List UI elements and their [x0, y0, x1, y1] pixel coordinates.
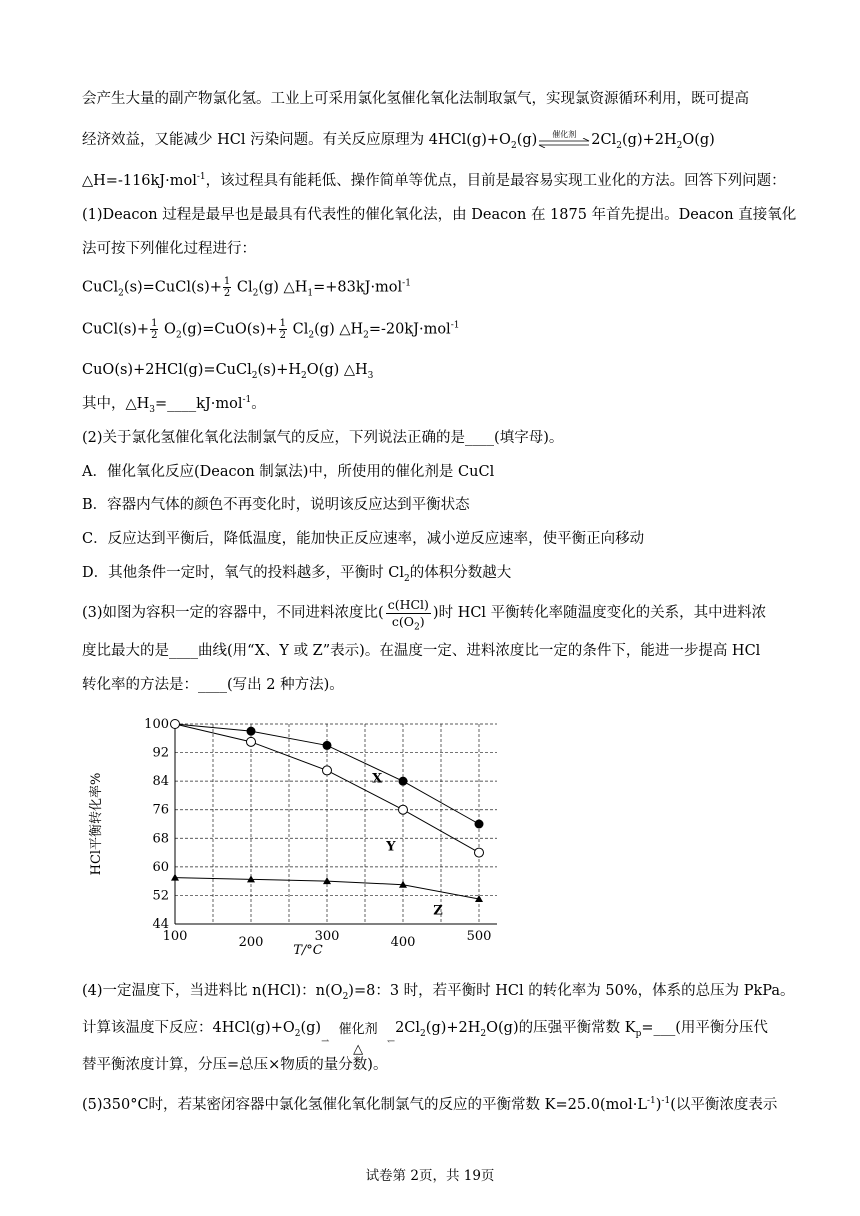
series-label-x: X [372, 771, 383, 787]
text-line-1: 会产生大量的副产物氯化氢。工业上可采用氯化氢催化氧化法制取氯气，实现氯资源循环利用，既可提高 [82, 91, 749, 107]
question-3-text: (3)如图为容积一定的容器中，不同进料浓度比( c(HCl) $c(O_2)$ )时 HCl 平衡转化率随温度变化的关系，其中进料浓 [82, 596, 767, 632]
option-a: A．催化氧化反应(Deacon 制氯法)中，所使用的催化剂是 CuCl [82, 464, 495, 480]
x-tick-label: 300 [314, 929, 340, 944]
option-c: C．反应达到平衡后，降低温度，能加快正反应速率，减小逆反应速率，使平衡正向移动 [82, 531, 645, 547]
question-4-text-cont: 替平衡浓度计算，分压=总压×物质的量分数)。 [82, 1057, 388, 1073]
x-tick-label: 100 [162, 929, 188, 944]
question-1-blank: 其中，$\triangle H_3=\_\_\_\_kJ\cdot mol^{-1}$。 [82, 395, 266, 415]
y-tick-label: 44 [152, 917, 169, 932]
y-tick-label: 100 [144, 717, 169, 732]
question-1-text: (1)Deacon 过程是最早也是最具有代表性的催化氧化法，由 Deacon 在 1875 年首先提出。Deacon 直接氧化 [82, 207, 797, 223]
feed-ratio-fraction: c(HCl) $c(O_2)$ [387, 596, 429, 632]
data-point-y [171, 720, 180, 729]
data-point-z [171, 874, 179, 881]
series-label-z: Z [433, 903, 443, 919]
x-tick-label: 500 [466, 929, 492, 944]
data-point-x [323, 741, 332, 750]
x-tick-label: 400 [390, 935, 416, 950]
equation-3: $CuO(s)+2HCl(g)=CuCl_2(s)+H_2O(g)$ $\triangle H_3$ [82, 362, 374, 381]
data-point-y [475, 848, 484, 857]
reversible-arrow-icon: 催化剂 [537, 130, 591, 150]
data-point-x [475, 820, 484, 829]
x-tick-label: 200 [238, 935, 264, 950]
data-point-x [247, 727, 256, 736]
data-point-y [399, 805, 408, 814]
data-point-y [247, 737, 256, 746]
question-2-text: (2)关于氯化氢催化氧化法制氯气的反应，下列说法正确的是____(填字母)。 [82, 430, 564, 446]
question-4-text: (4)一定温度下，当进料比 n(HCl)：$n(O_2)=8$：3 时，若平衡时 HCl 的转化率为 50%，体系的总压为 PkPa。 [82, 983, 795, 1002]
hcl-conversion-chart [82, 710, 502, 965]
question-3-text-cont: 度比最大的是____曲线(用“X、Y 或 Z”表示)。在温度一定、进料浓度比一定的条件下，能进一步提高 HCl [82, 643, 761, 659]
data-point-y [323, 766, 332, 775]
half-fraction: $\frac{1}{2}$ [223, 276, 231, 299]
equation-2: CuCl(s)+ $\frac{1}{2}$ $O_2(g)=CuO(s)+$ $\frac{1}{2}$ $Cl_2(g)$ $\triangle H_2=-20kJ\cdot mol^{-1}$ [82, 318, 460, 341]
question-5-text: (5)350°C时，若某密闭容器中氯化氢催化氧化制氯气的反应的平衡常数 $K=25.0(mol\cdot L^{-1})^{-1}$(以平衡浓度表示 [82, 1096, 778, 1113]
reaction-equation-line: 经济效益，又能减少 HCl 污染问题。有关反应原理为 $4HCl(g)+O_2(g)$ 催化剂 $2Cl_2(g)+2H_2O(g)$ [82, 130, 715, 151]
question-1-text-cont: 法可按下列催化过程进行： [82, 241, 256, 257]
y-tick-label: 68 [152, 831, 169, 847]
reversible-heat-arrow-icon: 催化剂 △ ⇀ ↽ [321, 1022, 396, 1057]
question-3-text-end: 转化率的方法是：____(写出 2 种方法)。 [82, 677, 344, 693]
y-tick-label: 92 [152, 745, 169, 761]
series-label-y: Y [386, 839, 396, 855]
question-4-equation: 计算该温度下反应：$4HCl(g)+O_2(g)$ 催化剂 △ ⇀ ↽ $2Cl_2(g)+2H_2O(g)$的压强平衡常数 $K_p=\_\_\_$(用平衡分压代 [82, 1008, 768, 1048]
data-point-x [399, 777, 408, 786]
equation-1: CuCl$_2$(s)=CuCl(s)+ $\frac{1}{2}$ $Cl_2(g)$ $\triangle H_1=+83kJ\cdot mol^{-1}$ [82, 276, 411, 299]
y-tick-label: 76 [152, 802, 169, 818]
half-fraction: $\frac{1}{2}$ [279, 318, 287, 341]
y-tick-label: 84 [152, 774, 169, 790]
y-tick-label: 60 [152, 859, 169, 875]
enthalpy-line: △H=-116kJ·mol$^{-1}$，该过程具有能耗低、操作简单等优点，目前是最容易实现工业化的方法。回答下列问题： [82, 172, 786, 189]
y-tick-label: 52 [152, 888, 169, 904]
y-axis-label: HCl平衡转化率% [89, 772, 104, 876]
half-fraction: $\frac{1}{2}$ [151, 318, 158, 341]
page-footer: 试卷第 2页，共 19页 [365, 1168, 495, 1184]
option-b: B．容器内气体的颜色不再变化时，说明该反应达到平衡状态 [82, 497, 470, 513]
x-axis-label: T/°C [293, 943, 323, 958]
option-d: D．其他条件一定时，氧气的投料越多，平衡时 $Cl_2$的体积分数越大 [82, 565, 512, 584]
